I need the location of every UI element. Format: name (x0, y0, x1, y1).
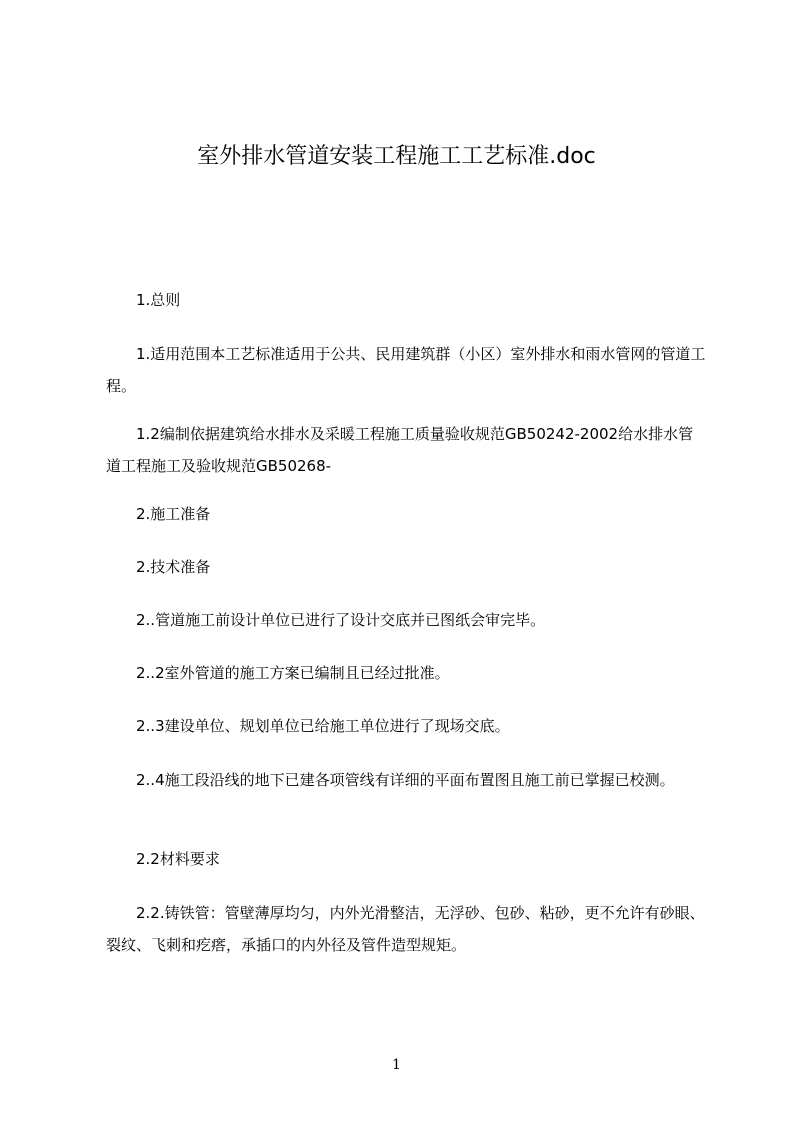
paragraph-preparation: 2.施工准备 (136, 505, 211, 523)
paragraph-underground-lines: 2..4施工段沿线的地下已建各项管线有详细的平面布置图且施工前已掌握已校测。 (136, 771, 675, 789)
page-number: 1 (392, 1057, 401, 1073)
paragraph-basis: 1.2编制依据建筑给水排水及采暖工程施工质量验收规范GB50242-2002给水排水管道工程施工及验收规范GB50268- (106, 425, 694, 475)
paragraph-scope: 1.适用范围本工艺标准适用于公共、民用建筑群（小区）室外排水和雨水管网的管道工程。 (106, 345, 706, 395)
paragraph-material-requirements: 2.2材料要求 (136, 850, 220, 868)
paragraph-construction-plan: 2..2室外管道的施工方案已编制且已经过批准。 (136, 664, 450, 682)
paragraph-site-handover: 2..3建设单位、规划单位已给施工单位进行了现场交底。 (136, 717, 510, 735)
paragraph-cast-iron-pipe: 2.2.铸铁管：管壁薄厚均匀，内外光滑整洁，无浮砂、包砂、粘砂，更不允许有砂眼、裂纹、飞刺和疙瘩，承插口的内外径及管件造型规矩。 (106, 904, 705, 954)
paragraph-technical-preparation: 2.技术准备 (136, 558, 211, 576)
paragraph-general: 1.总则 (136, 291, 181, 309)
paragraph-design-disclosure: 2..管道施工前设计单位已进行了设计交底并已图纸会审完毕。 (136, 611, 546, 629)
document-title: 室外排水管道安装工程施工工艺标准.doc (197, 144, 596, 169)
